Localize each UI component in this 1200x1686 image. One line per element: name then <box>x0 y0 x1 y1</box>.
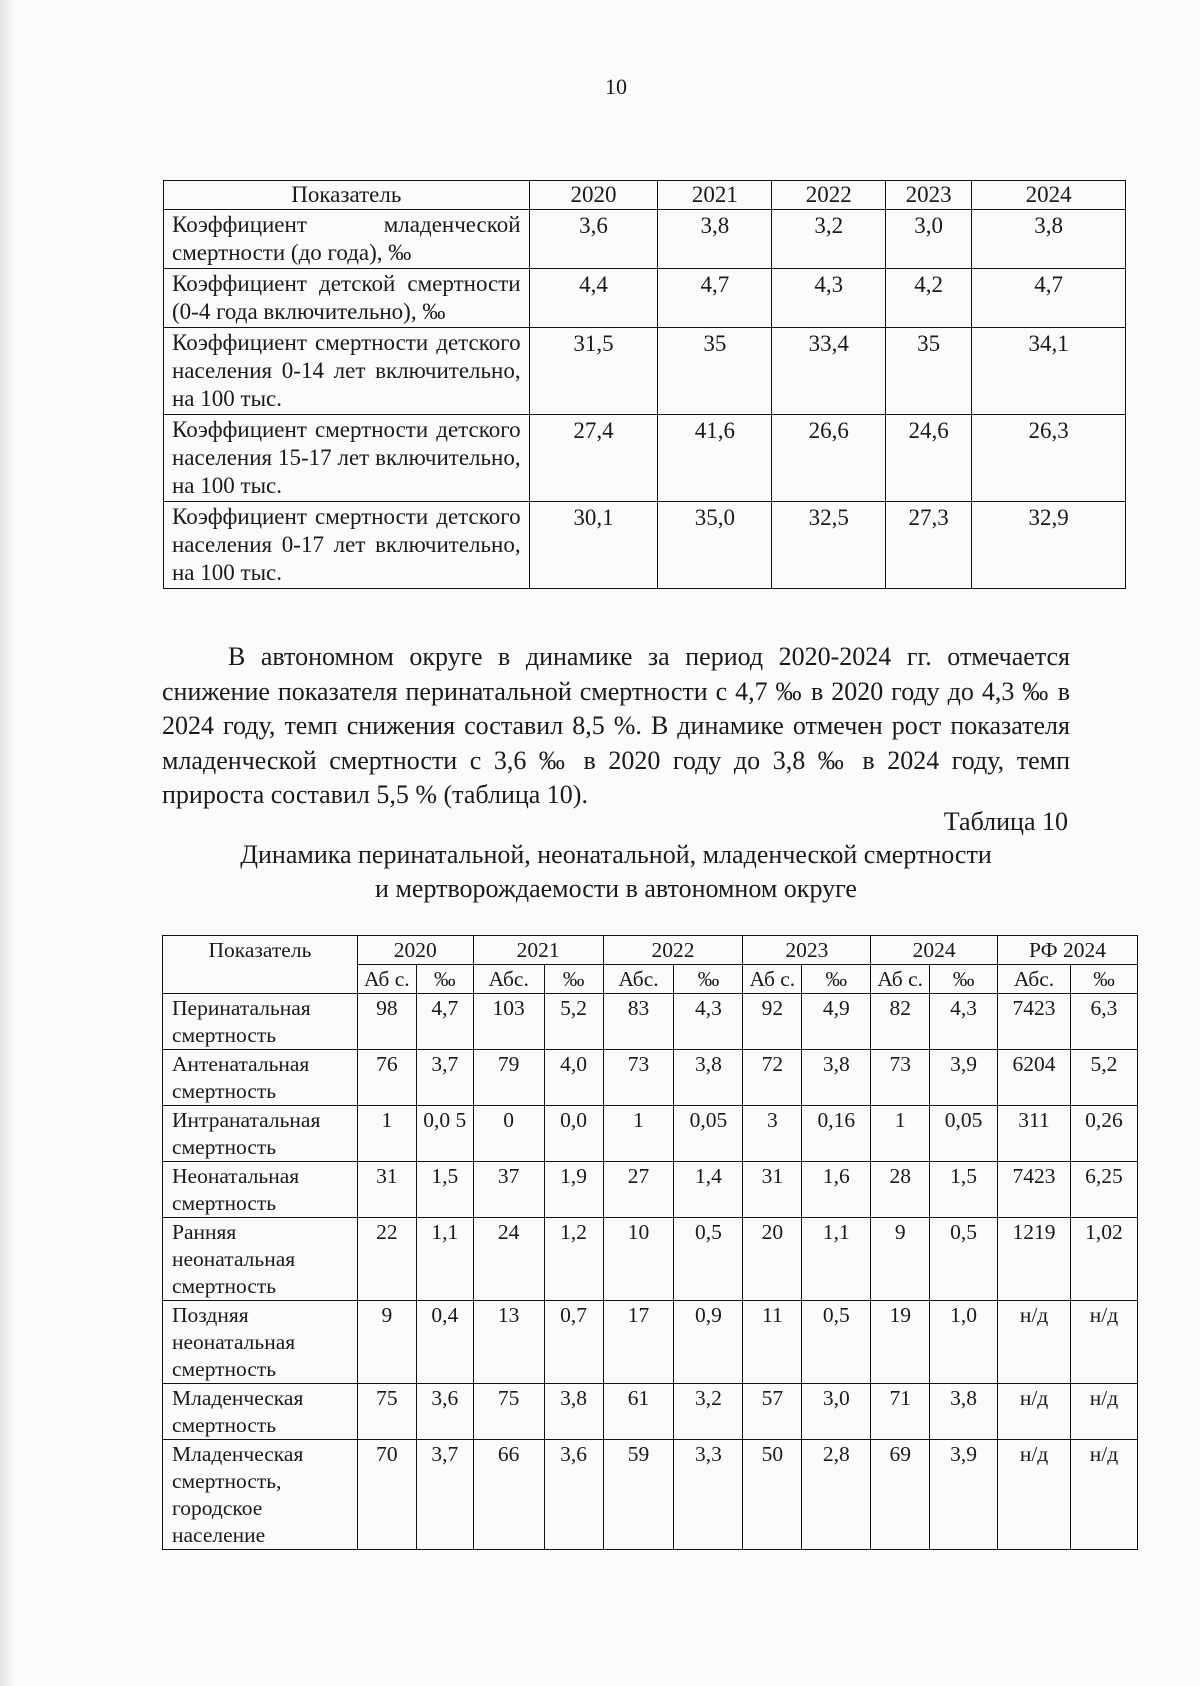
value-cell: 2,8 <box>802 1440 871 1550</box>
table-row <box>164 210 1126 269</box>
value-cell: 73 <box>603 1050 674 1106</box>
value-cell: 1,02 <box>1070 1218 1137 1301</box>
value-cell: 0,9 <box>674 1301 743 1384</box>
table-title-line: Динамика перинатальной, неонатальной, младенческой смертности <box>240 840 992 869</box>
table-caption: Таблица 10 <box>943 807 1068 836</box>
subheader-cell: ‰ <box>674 965 743 994</box>
value-cell: 31,5 <box>529 328 658 415</box>
value-cell: 24 <box>473 1218 544 1301</box>
value-cell: 1 <box>871 1106 930 1162</box>
value-cell: 6,25 <box>1070 1162 1137 1218</box>
value-cell: 311 <box>998 1106 1071 1162</box>
value-cell: 11 <box>743 1301 802 1384</box>
value-cell: 0,05 <box>930 1106 998 1162</box>
value-cell: 59 <box>603 1440 674 1550</box>
value-cell: 1 <box>357 1106 416 1162</box>
value-cell: 4,3 <box>674 994 743 1050</box>
subheader-cell: Аб с. <box>871 965 930 994</box>
value-cell: 27,4 <box>529 415 658 502</box>
value-cell: 1219 <box>998 1218 1071 1301</box>
table-header-row <box>163 936 1138 965</box>
value-cell: 9 <box>871 1218 930 1301</box>
child-mortality-table <box>163 180 1126 589</box>
subheader-cell: ‰ <box>802 965 871 994</box>
value-cell: 6204 <box>998 1050 1071 1106</box>
row-label: Младенческая смертность, городское население <box>163 1440 358 1550</box>
value-cell: 3,3 <box>674 1440 743 1550</box>
value-cell: 3,9 <box>930 1050 998 1106</box>
year-header: 2020 <box>357 936 473 965</box>
value-cell: 31 <box>743 1162 802 1218</box>
table-row <box>164 502 1126 589</box>
value-cell: 57 <box>743 1384 802 1440</box>
value-cell: 7423 <box>998 994 1071 1050</box>
value-cell: 75 <box>473 1384 544 1440</box>
value-cell: 72 <box>743 1050 802 1106</box>
perinatal-mortality-table <box>162 935 1138 1550</box>
table-title-line: и мертворождаемости в автономном округе <box>375 874 857 903</box>
table-row <box>163 1301 1138 1384</box>
value-cell: 26,6 <box>772 415 886 502</box>
value-cell: 3,9 <box>930 1440 998 1550</box>
value-cell: 70 <box>357 1440 416 1550</box>
value-cell: 4,7 <box>658 269 772 328</box>
value-cell: 0 <box>473 1106 544 1162</box>
table-row <box>163 1384 1138 1440</box>
value-cell: 73 <box>871 1050 930 1106</box>
value-cell: 0,4 <box>416 1301 473 1384</box>
value-cell: 41,6 <box>658 415 772 502</box>
subheader-cell: ‰ <box>930 965 998 994</box>
table-row <box>164 269 1126 328</box>
row-label: Антенатальная смертность <box>163 1050 358 1106</box>
value-cell: 35 <box>886 328 972 415</box>
value-cell: 1 <box>603 1106 674 1162</box>
value-cell: 0,5 <box>802 1301 871 1384</box>
page-number: 10 <box>605 74 627 99</box>
header-cell: 2020 <box>529 181 658 210</box>
row-label: Младенческая смертность <box>163 1384 358 1440</box>
subheader-cell: Абс. <box>998 965 1071 994</box>
value-cell: 103 <box>473 994 544 1050</box>
year-header: 2021 <box>473 936 603 965</box>
value-cell: 0,0 5 <box>416 1106 473 1162</box>
header-cell: 2024 <box>972 181 1126 210</box>
table-row <box>163 1050 1138 1106</box>
table-row <box>163 1440 1138 1550</box>
value-cell: 3,7 <box>416 1050 473 1106</box>
value-cell: 19 <box>871 1301 930 1384</box>
table-title <box>162 838 1070 906</box>
row-label: Коэффициент смертности детского населения 15-17 лет включительно, на 100 тыс. <box>164 415 530 502</box>
value-cell: 98 <box>357 994 416 1050</box>
value-cell: 71 <box>871 1384 930 1440</box>
value-cell: 37 <box>473 1162 544 1218</box>
subheader-cell: ‰ <box>1070 965 1137 994</box>
row-label: Неонатальная смертность <box>163 1162 358 1218</box>
year-header: РФ 2024 <box>998 936 1138 965</box>
value-cell: 0,05 <box>674 1106 743 1162</box>
row-label: Ранняя неонатальная смертность <box>163 1218 358 1301</box>
value-cell: 4,7 <box>416 994 473 1050</box>
year-header: 2024 <box>871 936 998 965</box>
value-cell: 35,0 <box>658 502 772 589</box>
value-cell: 31 <box>357 1162 416 1218</box>
value-cell: 75 <box>357 1384 416 1440</box>
value-cell: 30,1 <box>529 502 658 589</box>
value-cell: 3,8 <box>930 1384 998 1440</box>
header-cell: Показатель <box>164 181 530 210</box>
scan-edge <box>0 0 16 1686</box>
value-cell: 3,8 <box>544 1384 603 1440</box>
header-cell: 2023 <box>886 181 972 210</box>
header-cell: Показатель <box>163 936 358 994</box>
value-cell: 1,4 <box>674 1162 743 1218</box>
value-cell: 17 <box>603 1301 674 1384</box>
value-cell: 28 <box>871 1162 930 1218</box>
value-cell: 1,5 <box>930 1162 998 1218</box>
value-cell: 33,4 <box>772 328 886 415</box>
value-cell: н/д <box>1070 1301 1137 1384</box>
value-cell: 32,5 <box>772 502 886 589</box>
value-cell: 1,5 <box>416 1162 473 1218</box>
table-row <box>163 1106 1138 1162</box>
value-cell: 27 <box>603 1162 674 1218</box>
value-cell: 79 <box>473 1050 544 1106</box>
value-cell: 5,2 <box>544 994 603 1050</box>
value-cell: 83 <box>603 994 674 1050</box>
value-cell: 26,3 <box>972 415 1126 502</box>
value-cell: 3,8 <box>972 210 1126 269</box>
value-cell: н/д <box>998 1440 1071 1550</box>
value-cell: 13 <box>473 1301 544 1384</box>
row-label: Коэффициент детской смертности (0-4 года включительно), ‰ <box>164 269 530 328</box>
value-cell: 24,6 <box>886 415 972 502</box>
value-cell: 4,3 <box>772 269 886 328</box>
value-cell: 35 <box>658 328 772 415</box>
table-header-row <box>164 181 1126 210</box>
value-cell: 1,6 <box>802 1162 871 1218</box>
value-cell: 1,1 <box>416 1218 473 1301</box>
value-cell: 1,1 <box>802 1218 871 1301</box>
row-label: Поздняя неонатальная смертность <box>163 1301 358 1384</box>
value-cell: 3,7 <box>416 1440 473 1550</box>
value-cell: 0,16 <box>802 1106 871 1162</box>
value-cell: 3,8 <box>802 1050 871 1106</box>
table-row <box>163 994 1138 1050</box>
value-cell: 3,0 <box>802 1384 871 1440</box>
value-cell: 20 <box>743 1218 802 1301</box>
value-cell: 32,9 <box>972 502 1126 589</box>
row-label: Интранатальная смертность <box>163 1106 358 1162</box>
value-cell: 1,2 <box>544 1218 603 1301</box>
value-cell: н/д <box>998 1384 1071 1440</box>
value-cell: 66 <box>473 1440 544 1550</box>
value-cell: 3,6 <box>416 1384 473 1440</box>
value-cell: 61 <box>603 1384 674 1440</box>
value-cell: 4,2 <box>886 269 972 328</box>
table-row <box>163 1162 1138 1218</box>
value-cell: 0,26 <box>1070 1106 1137 1162</box>
table-row <box>164 415 1126 502</box>
subheader-cell: Абс. <box>473 965 544 994</box>
value-cell: 76 <box>357 1050 416 1106</box>
subheader-cell: Аб с. <box>357 965 416 994</box>
value-cell: 27,3 <box>886 502 972 589</box>
value-cell: 4,0 <box>544 1050 603 1106</box>
value-cell: 6,3 <box>1070 994 1137 1050</box>
value-cell: 0,5 <box>674 1218 743 1301</box>
header-cell: 2021 <box>658 181 772 210</box>
value-cell: 3,6 <box>544 1440 603 1550</box>
subheader-cell: Аб с. <box>743 965 802 994</box>
year-header: 2022 <box>603 936 743 965</box>
value-cell: 0,0 <box>544 1106 603 1162</box>
value-cell: 0,7 <box>544 1301 603 1384</box>
value-cell: 3,6 <box>529 210 658 269</box>
value-cell: 4,9 <box>802 994 871 1050</box>
value-cell: 4,7 <box>972 269 1126 328</box>
value-cell: 34,1 <box>972 328 1126 415</box>
value-cell: 3,2 <box>674 1384 743 1440</box>
value-cell: 3,8 <box>658 210 772 269</box>
value-cell: н/д <box>998 1301 1071 1384</box>
value-cell: 69 <box>871 1440 930 1550</box>
value-cell: 3,8 <box>674 1050 743 1106</box>
value-cell: 92 <box>743 994 802 1050</box>
subheader-cell: ‰ <box>544 965 603 994</box>
value-cell: н/д <box>1070 1384 1137 1440</box>
row-label: Коэффициент младенческой смертности (до года), ‰ <box>164 210 530 269</box>
value-cell: 1,0 <box>930 1301 998 1384</box>
value-cell: 1,9 <box>544 1162 603 1218</box>
body-paragraph: В автономном округе в динамике за период 2020-2024 гг. отмечается снижение показателя перинатальной смертности с 4,7 ‰ в 2020 году до 4,3 ‰ в 2024 году, темп снижения составил 8,5 %. В динамике отмечен рост показателя младенческой смертности с 3,6 ‰ в 2020 году до 3,8 ‰ в 2024 году, темп прироста составил 5,5 % (таблица 10). <box>162 642 1070 809</box>
row-label: Перинатальная смертность <box>163 994 358 1050</box>
value-cell: 22 <box>357 1218 416 1301</box>
row-label: Коэффициент смертности детского населения 0-14 лет включительно, на 100 тыс. <box>164 328 530 415</box>
value-cell: 82 <box>871 994 930 1050</box>
value-cell: 5,2 <box>1070 1050 1137 1106</box>
value-cell: 7423 <box>998 1162 1071 1218</box>
value-cell: 0,5 <box>930 1218 998 1301</box>
value-cell: 50 <box>743 1440 802 1550</box>
value-cell: 3,0 <box>886 210 972 269</box>
value-cell: 3 <box>743 1106 802 1162</box>
value-cell: н/д <box>1070 1440 1137 1550</box>
value-cell: 3,2 <box>772 210 886 269</box>
table-row <box>164 328 1126 415</box>
subheader-cell: ‰ <box>416 965 473 994</box>
row-label: Коэффициент смертности детского населения 0-17 лет включительно, на 100 тыс. <box>164 502 530 589</box>
value-cell: 10 <box>603 1218 674 1301</box>
header-cell: 2022 <box>772 181 886 210</box>
value-cell: 9 <box>357 1301 416 1384</box>
value-cell: 4,3 <box>930 994 998 1050</box>
year-header: 2023 <box>743 936 871 965</box>
table-row <box>163 1218 1138 1301</box>
value-cell: 4,4 <box>529 269 658 328</box>
subheader-cell: Абс. <box>603 965 674 994</box>
